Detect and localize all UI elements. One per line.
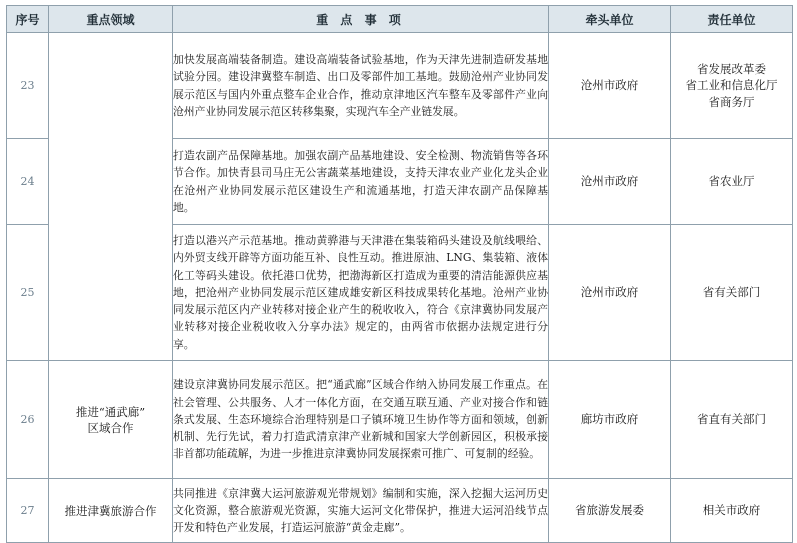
row-seq: 25 <box>7 225 49 361</box>
responsible-unit-name: 省发展改革委 <box>697 61 766 76</box>
row-item: 打造以港兴产示范基地。推动黄骅港与天津港在集装箱码头建设及航线喂给、内外贸支线开辟等方面功能互补、良性互动。推进原油、LNG、集装箱、液体化工等码头建设。依托港口优势，把渤海新区打造成为重要的清洁能源供应基地，把沧州产业协同发展示范区建成雄安新区科技成果转化基地。沧州产业协同发展示范区内产业转移对接企业产生的税收收入，符合《京津冀协同发展产业转移对接企业税收收入分享办法》规定的，由两省市依据办法规定进行分享。 <box>173 225 549 361</box>
row-lead-unit: 沧州市政府 <box>549 33 671 139</box>
responsible-unit-name: 省商务厅 <box>708 94 755 109</box>
row-field <box>49 479 173 543</box>
field-name-line: 推进津冀旅游合作 <box>64 503 157 518</box>
row-responsible-unit <box>671 139 793 225</box>
row-lead-unit: 沧州市政府 <box>549 139 671 225</box>
responsible-unit-name: 省农业厅 <box>708 174 755 189</box>
field-name-line: 推进“通武廊” <box>75 404 146 419</box>
row-item: 加快发展高端装备制造。建设高端装备试验基地，作为天津先进制造研发基地试验分园。建设津冀整车制造、出口及零部件加工基地。鼓励沧州产业协同发展示范区与国内外重点整车企业合作，推动京津地区汽车整车及零部件产业向沧州产业协同发展示范区转移集聚，实现汽车全产业链发展。 <box>173 33 549 139</box>
table-row <box>7 33 793 139</box>
table-row <box>7 361 793 479</box>
key-tasks-table <box>6 5 793 543</box>
responsible-unit-name: 省直有关部门 <box>697 412 766 427</box>
row-responsible-unit <box>671 33 793 139</box>
field-name-line: 区域合作 <box>87 420 134 435</box>
row-seq: 27 <box>7 479 49 543</box>
row-item: 共同推进《京津冀大运河旅游观光带规划》编制和实施，深入挖掘大运河历史文化资源，整合旅游观光资源，实施大运河文化带保护，推进大运河沿线节点开发和特色产业发展，打造运河旅游“黄金走廊”。 <box>173 479 549 543</box>
responsible-unit-name: 相关市政府 <box>702 503 761 518</box>
header-item: 重 点 事 项 <box>173 6 549 33</box>
row-lead-unit: 廊坊市政府 <box>549 361 671 479</box>
header-seq: 序号 <box>7 6 49 33</box>
header-lead-unit: 牵头单位 <box>549 6 671 33</box>
row-seq: 26 <box>7 361 49 479</box>
table-row <box>7 479 793 543</box>
row-responsible-unit <box>671 479 793 543</box>
responsible-unit-name: 省有关部门 <box>702 285 761 300</box>
row-item: 打造农副产品保障基地。加强农副产品基地建设、安全检测、物流销售等各环节合作。加快青县司马庄无公害蔬菜基地建设，支持天津农业产业化龙头企业在沧州产业协同发展示范区建设生产和流通基地，打造天津农副产品保障基地。 <box>173 139 549 225</box>
header-row <box>7 6 793 33</box>
responsible-unit-name: 省工业和信息化厅 <box>685 78 778 93</box>
row-seq: 23 <box>7 33 49 139</box>
row-seq: 24 <box>7 139 49 225</box>
row-item: 建设京津冀协同发展示范区。把“通武廊”区域合作纳入协同发展工作重点。在社会管理、公共服务、人才一体化方面，在交通互联互通、产业对接合作和链条式发展、生态环境综合治理特别是口子镇环境卫生协作等方面和领域，创新机制、先行先试，着力打造武清京津产业新城和国家大学创新园区，积极承接非首都功能疏解，为进一步推进京津冀协同发展探索可推广、可复制的经验。 <box>173 361 549 479</box>
header-field: 重点领域 <box>49 6 173 33</box>
row-responsible-unit <box>671 361 793 479</box>
row-lead-unit: 省旅游发展委 <box>549 479 671 543</box>
row-field-blank <box>49 33 173 361</box>
header-responsible-unit: 责任单位 <box>671 6 793 33</box>
row-responsible-unit <box>671 225 793 361</box>
row-lead-unit: 沧州市政府 <box>549 225 671 361</box>
row-field <box>49 361 173 479</box>
